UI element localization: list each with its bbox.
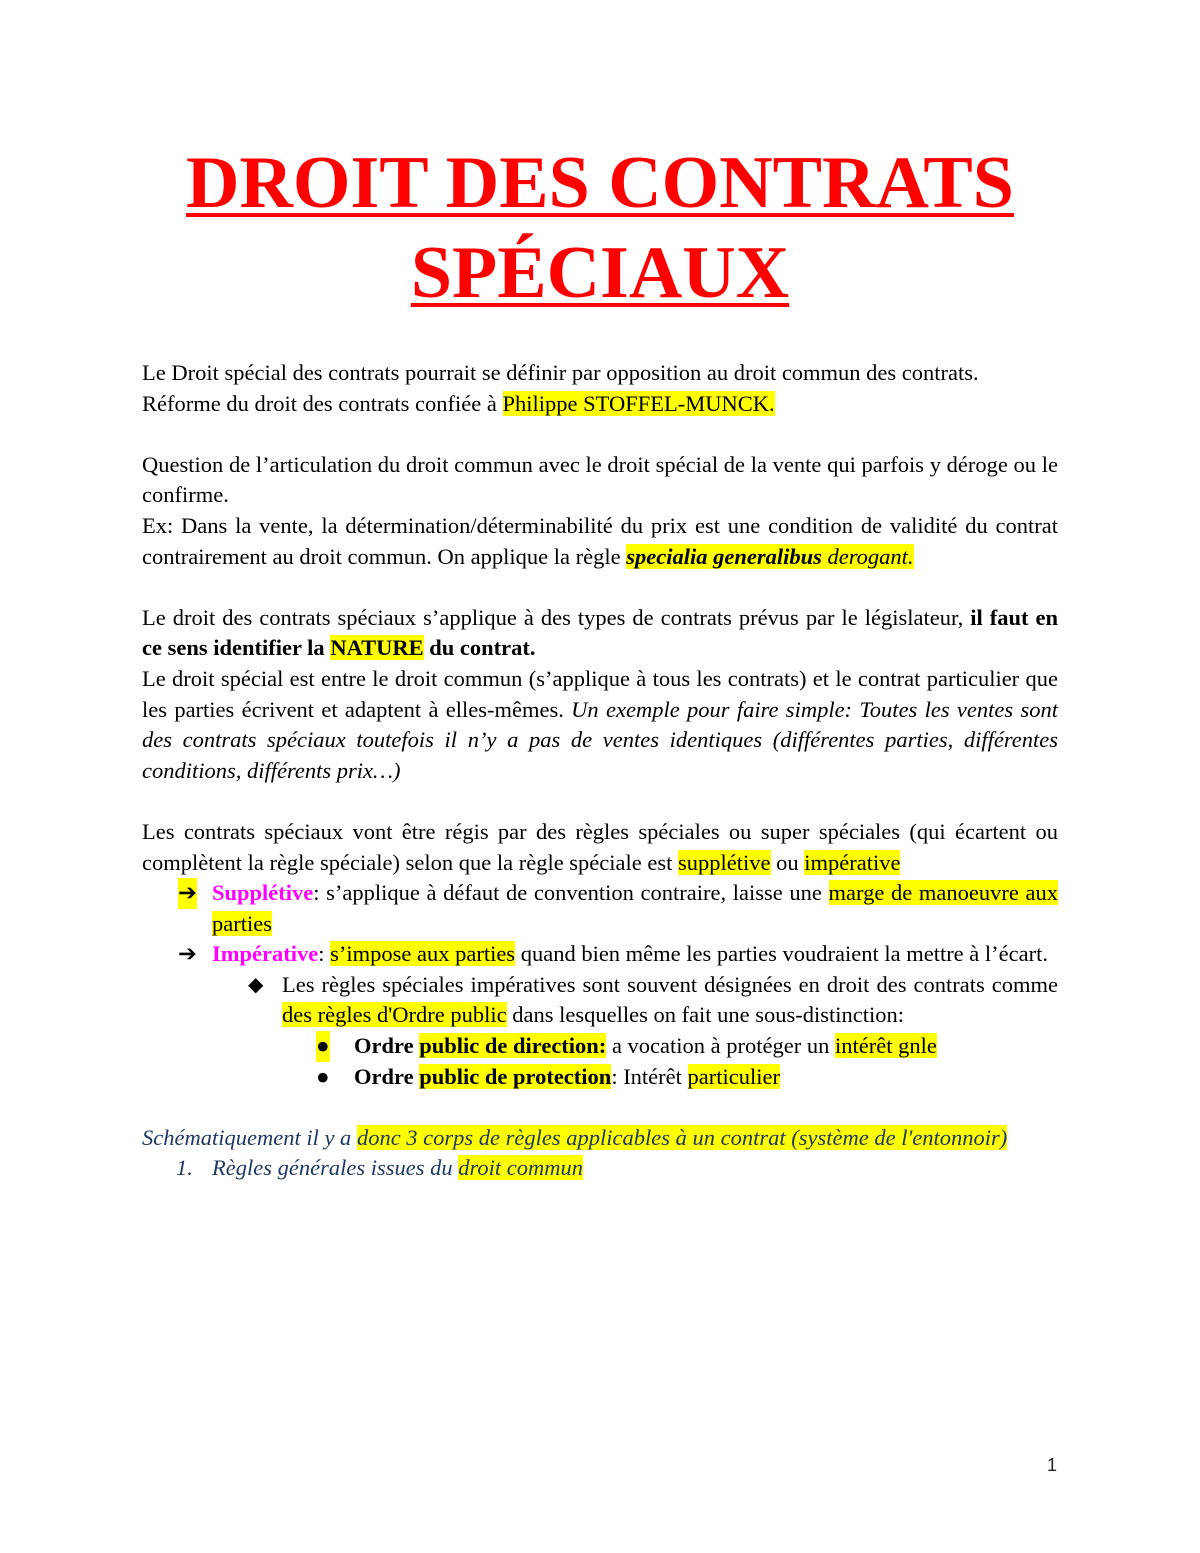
text: quand bien même les parties voudraient la mettre à l’écart. [515, 941, 1048, 967]
dot-icon: ● [316, 1063, 330, 1089]
arrow-icon: ➔ [178, 941, 197, 967]
highlight: donc 3 corps de règles applicables à un contrat (système de l'entonnoir) [356, 1124, 1008, 1150]
document-title [0, 138, 1200, 318]
text: : [318, 941, 331, 967]
latin-maxim-bold: specialia generalibus [626, 543, 822, 569]
term: Supplétive [212, 880, 314, 906]
list-number: 1. [176, 1155, 193, 1181]
diamond-icon: ◆ [248, 973, 264, 996]
text: Le droit spécial est entre le droit commun (s’applique à tous les contrats) et le contrat particulier que les parties écrivent et adaptent à elles-mêmes. [142, 665, 1058, 722]
paragraph-nature [142, 603, 1058, 664]
text: Le droit des contrats spéciaux s’applique à des types de contrats prévus par le législateur, [142, 604, 971, 630]
text: Les contrats spéciaux vont être régis par des règles spéciales ou super spéciales (qui écartent ou complètent la règle spéciale) selon que la règle spéciale est [142, 818, 1058, 875]
bold-text: il faut en ce sens identifier la [142, 604, 1058, 661]
highlight: droit commun [458, 1155, 584, 1181]
text: ou [770, 849, 805, 875]
highlight-nature: NATURE [330, 635, 424, 661]
highlight: particulier [687, 1063, 780, 1089]
page-number: 1 [1046, 1455, 1057, 1475]
text: Les règles spéciales impératives sont souvent désignées en droit des contrats comme [282, 971, 1058, 997]
bold-text: du contrat. [423, 635, 536, 661]
numbered-item-1 [142, 1153, 1058, 1184]
text: a vocation à protéger un [606, 1033, 835, 1059]
title-line-1: DROIT DES CONTRATS [186, 142, 1014, 224]
text: Réforme du droit des contrats confiée à [142, 390, 503, 416]
text: : s’applique à défaut de convention contraire, laisse une [313, 880, 829, 906]
paragraph-example [142, 511, 1058, 572]
bold-text: Ordre [354, 1033, 420, 1059]
highlight: marge de manoeuvre aux parties [212, 880, 1058, 936]
text: Schématiquement il y a [142, 1124, 357, 1150]
bullet-suppletive [142, 878, 1058, 939]
highlight: public de direction: [419, 1033, 607, 1059]
title-line-2: SPÉCIAUX [410, 232, 790, 314]
term: Impérative [212, 941, 319, 967]
highlight: des règles d'Ordre public [282, 1002, 507, 1028]
bold-text: Ordre [354, 1063, 420, 1089]
dot-icon: ● [316, 1031, 330, 1062]
highlight-name: Philippe STOFFEL-MUNCK. [502, 390, 775, 416]
highlight: supplétive [678, 849, 771, 875]
text: : Intérêt [611, 1063, 688, 1089]
bullet-imperative [142, 939, 1058, 970]
paragraph-schema [142, 1123, 1058, 1154]
highlight: public de protection [419, 1063, 612, 1089]
italic-example: Un exemple pour faire simple: Toutes les ventes sont des contrats spéciaux toutefois il n’y a pas de ventes identiques (différentes parties, différentes conditions, différents prix…) [142, 696, 1058, 783]
sub-bullet-ordre-public [142, 970, 1058, 1031]
paragraph-special-law [142, 664, 1058, 786]
text: Ex: Dans la vente, la détermination/déterminabilité du prix est une condition de validité du contrat contrairement au droit commun. On applique la règle [142, 512, 1058, 569]
paragraph-reform [142, 389, 1058, 420]
arrow-icon: ➔ [178, 878, 197, 909]
document-body [142, 358, 1058, 1184]
subsub-bullet-protection [142, 1062, 1058, 1093]
latin-maxim: derogant. [821, 543, 914, 569]
highlight: s’impose aux parties [330, 941, 516, 967]
paragraph-intro: Le Droit spécial des contrats pourrait se définir par opposition au droit commun des contrats. [142, 360, 979, 385]
highlight: impérative [804, 849, 901, 875]
highlight: intérêt gnle [834, 1033, 937, 1059]
subsub-bullet-direction [142, 1031, 1058, 1062]
text: Règles générales issues du [212, 1155, 459, 1181]
paragraph-rules [142, 817, 1058, 878]
text: dans lesquelles on fait une sous-distinction: [506, 1002, 905, 1028]
paragraph-question: Question de l’articulation du droit commun avec le droit spécial de la vente qui parfois y déroge ou le confirme. [142, 451, 1058, 508]
